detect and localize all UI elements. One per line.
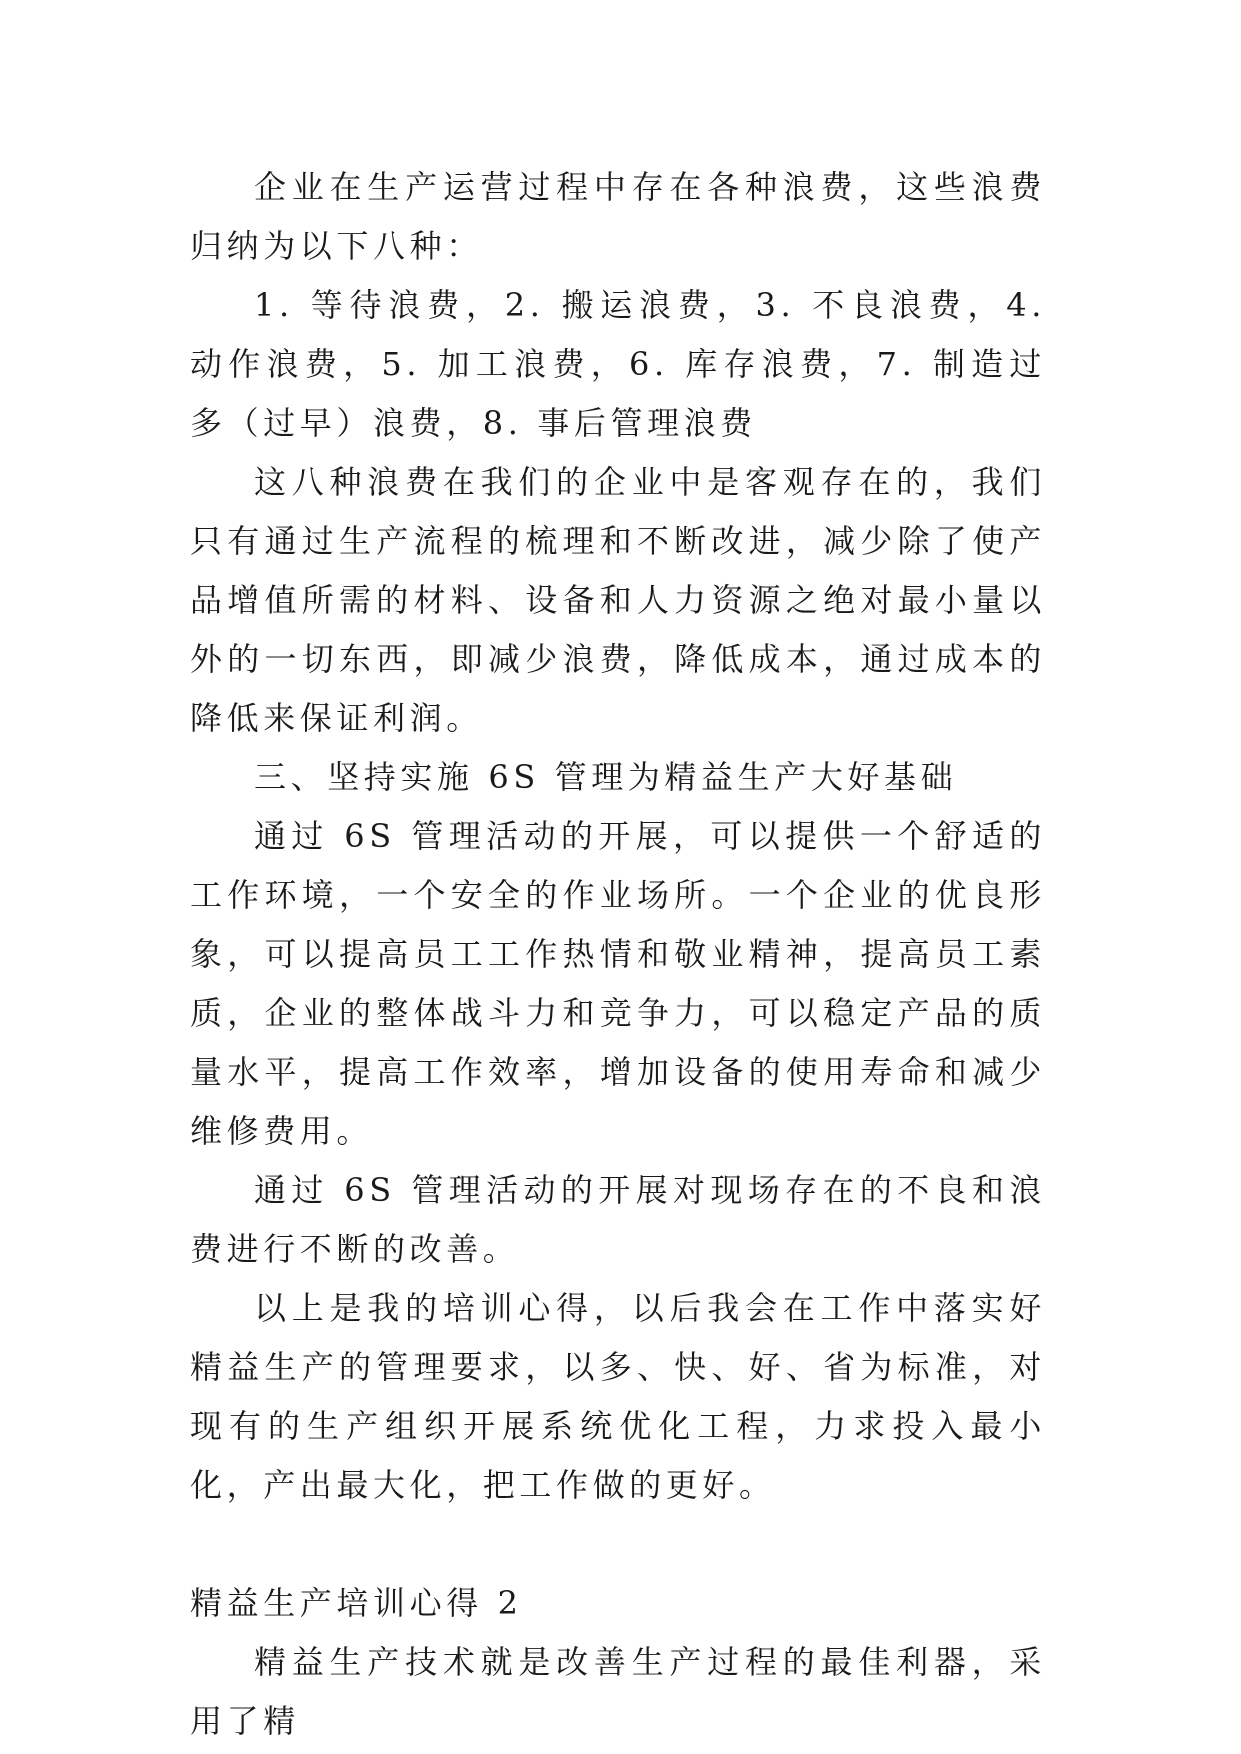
- paragraph-6s-benefits: 通过 6S 管理活动的开展，可以提供一个舒适的工作环境，一个安全的作业场所。一个企业的优良形象，可以提高员工工作热情和敬业精神，提高员工素质，企业的整体战斗力和竞争力，可以稳定产品的质量水平，提高工作效率，增加设备的使用寿命和减少维修费用。: [190, 817, 1046, 1150]
- paragraph-conclusion: 以上是我的培训心得，以后我会在工作中落实好精益生产的管理要求，以多、快、好、省为标准，对现有的生产组织开展系统优化工程，力求投入最小化，产出最大化，把工作做的更好。: [190, 1289, 1046, 1504]
- paragraph-6s-improvement: 通过 6S 管理活动的开展对现场存在的不良和浪费进行不断的改善。: [190, 1171, 1046, 1268]
- section-spacer: [190, 1515, 1046, 1574]
- paragraph-waste-reduction: 这八种浪费在我们的企业中是客观存在的，我们只有通过生产流程的梳理和不断改进，减少除了使产品增值所需的材料、设备和人力资源之绝对最小量以外的一切东西，即减少浪费，降低成本，通过成本的降低来保证利润。: [190, 463, 1046, 737]
- paragraph-6s-heading: 三、坚持实施 6S 管理为精益生产大好基础: [254, 758, 958, 796]
- document-body: [190, 158, 1046, 1751]
- paragraph-section2-intro: 精益生产技术就是改善生产过程的最佳利器，采用了精: [190, 1643, 1046, 1740]
- paragraph-waste-intro: 企业在生产运营过程中存在各种浪费，这些浪费归纳为以下八种：: [190, 168, 1046, 265]
- section-title: 精益生产培训心得 2: [190, 1584, 523, 1622]
- paragraph-waste-list: 1. 等待浪费，2. 搬运浪费，3. 不良浪费，4. 动作浪费，5. 加工浪费，6. 库存浪费，7. 制造过多（过早）浪费，8. 事后管理浪费: [190, 286, 1046, 442]
